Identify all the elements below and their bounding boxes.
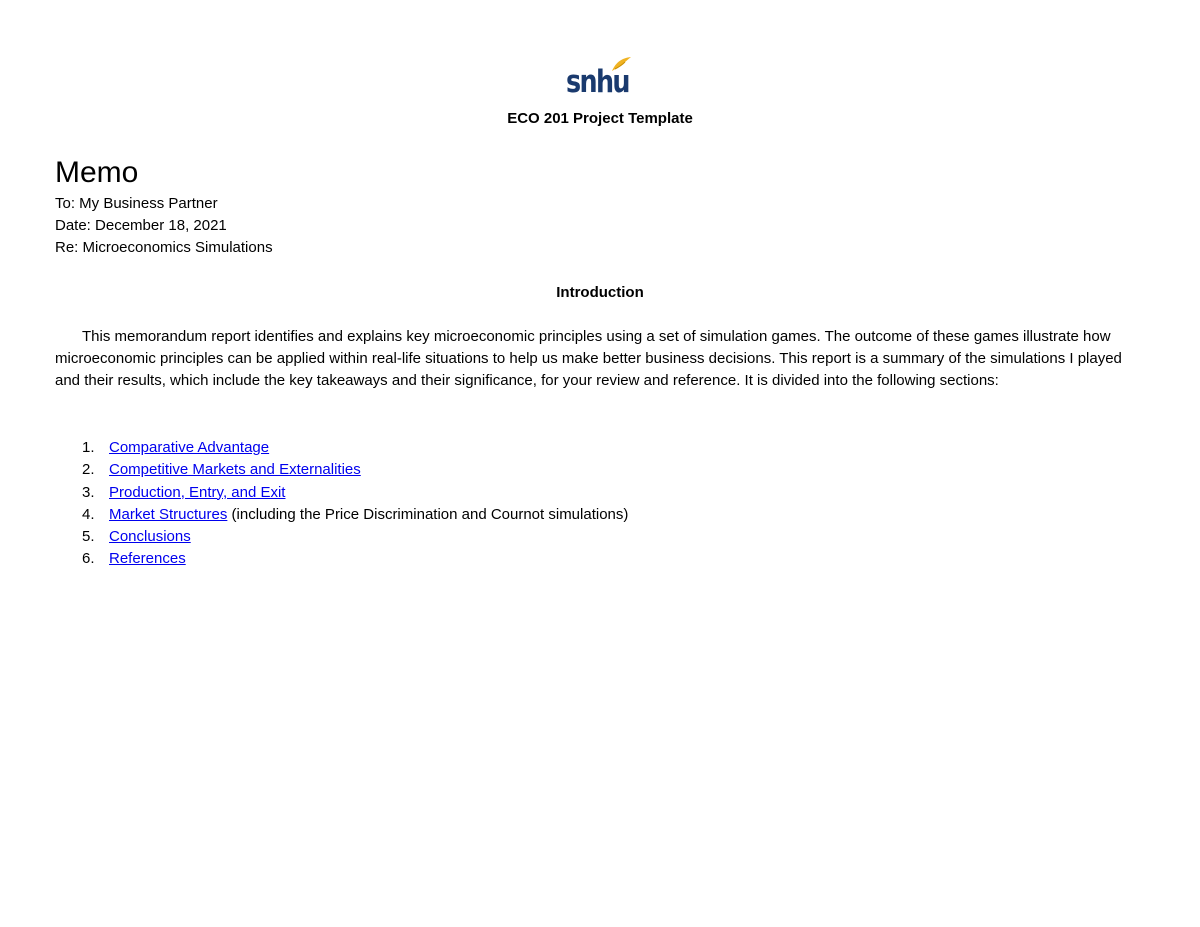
list-item-number: 3. — [82, 483, 95, 501]
memo-to-line: To: My Business Partner — [55, 195, 218, 212]
logo-wordmark: snhu — [566, 64, 629, 100]
link-conclusions[interactable]: Conclusions — [109, 528, 191, 546]
link-production-entry-exit[interactable]: Production, Entry, and Exit — [109, 483, 286, 501]
introduction-heading: Introduction — [556, 284, 644, 301]
link-comparative-advantage[interactable]: Comparative Advantage — [109, 439, 270, 456]
list-item-number: 1. — [82, 439, 95, 456]
list-item-number: 6. — [82, 550, 95, 568]
link-references[interactable]: References — [109, 550, 186, 568]
list-item-number: 2. — [82, 461, 95, 479]
memo-date-line: Date: December 18, 2021 — [55, 217, 227, 234]
memo-re-line: Re: Microeconomics Simulations — [55, 239, 273, 256]
template-title: ECO 201 Project Template — [507, 110, 693, 127]
memo-heading: Memo — [55, 156, 139, 189]
list-item-number: 5. — [82, 528, 95, 546]
list-item-number: 4. — [82, 505, 95, 523]
link-competitive-markets[interactable]: Competitive Markets and Externalities — [109, 461, 361, 479]
snhu-logo — [566, 56, 632, 102]
list-item-note: (including the Price Discrimination and Cournot simulations) — [227, 505, 629, 523]
link-market-structures[interactable]: Market Structures — [109, 505, 228, 523]
introduction-paragraph: This memorandum report identifies and explains key microeconomic principles using a set of simulation games. The outcome of these games illustrate how microeconomic principles can be applied within real-life situations to help us make better business decisions. This report is a summary of the simulations I played and their results, which include the key takeaways and their significance, for your review and reference. It is divided into the following sections: — [55, 328, 1122, 390]
